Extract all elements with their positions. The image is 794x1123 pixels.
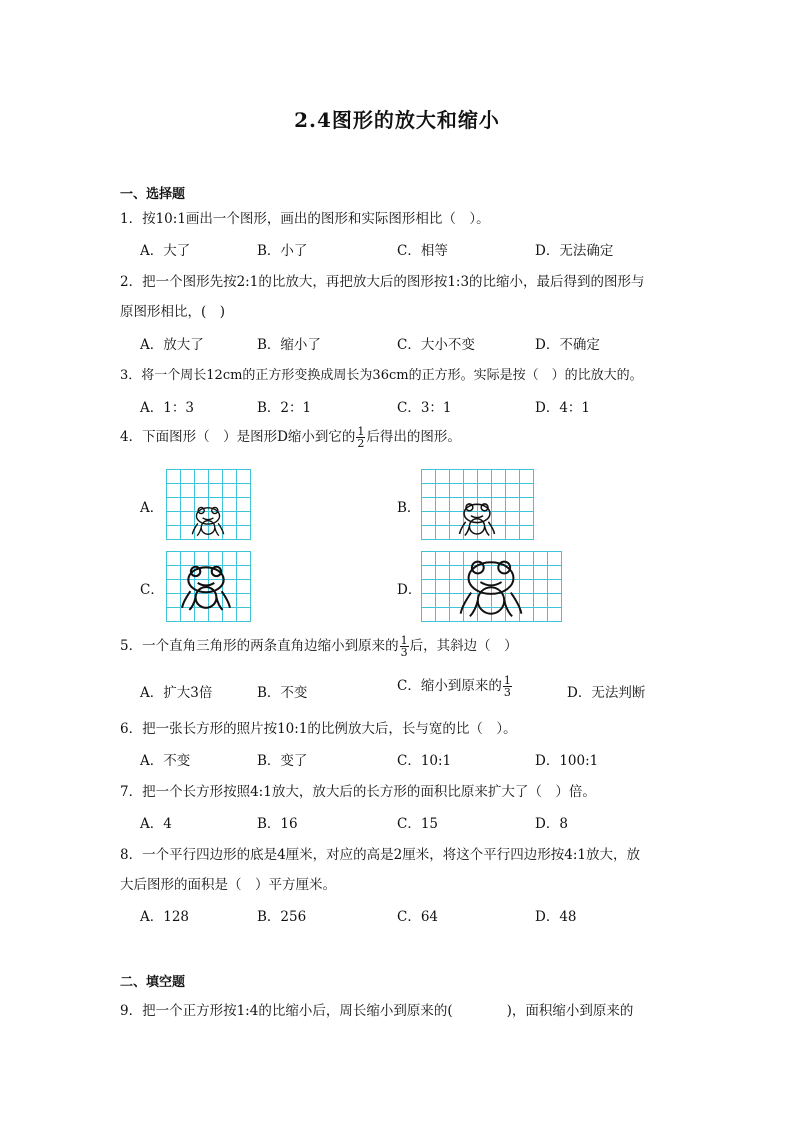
q4-option-a: A． (140, 500, 164, 516)
section-heading-choice: 一、选择题 (120, 187, 186, 202)
question-6: 6．把一张长方形的照片按10:1的比例放大后，长与宽的比（ ）。 (120, 721, 517, 737)
fraction-one-third (400, 635, 409, 658)
frog-figure-b (437, 499, 517, 537)
q4-option-b: B． (397, 500, 421, 516)
q1-option-b: B．小了 (257, 243, 308, 259)
question-5-post: 后，其斜边（ ） (409, 638, 518, 654)
fraction-numerator: 1 (400, 634, 408, 647)
q1-option-a: A．大了 (140, 243, 191, 259)
question-5-pre: 5．一个直角三角形的两条直角边缩小到原来的 (120, 638, 399, 654)
grid-figure-a (166, 469, 251, 540)
frog-figure-c (180, 553, 232, 619)
grid-figure-d (421, 551, 562, 622)
q8-option-b: B．256 (257, 909, 307, 925)
fraction-denominator: 3 (400, 646, 408, 659)
q2-option-b: B．缩小了 (257, 337, 321, 353)
fraction-denominator: 3 (503, 686, 511, 699)
question-2-line1: 2．把一个图形先按2:1的比放大，再把放大后的图形按1:3的比缩小，最后得到的图形与 (120, 274, 645, 290)
q6-option-c: C．10:1 (397, 753, 452, 769)
fraction-one-half (356, 426, 365, 449)
question-4-post: 后得出的图形。 (366, 429, 461, 445)
q5-option-c (397, 674, 513, 698)
question-8-line1: 8．一个平行四边形的底是4厘米，对应的高是2厘米，将这个平行四边形按4:1放大，放 (120, 847, 640, 863)
grid-figure-c (166, 551, 251, 622)
q6-option-a: A．不变 (140, 753, 191, 769)
q7-option-b: B．16 (257, 816, 298, 832)
fraction-numerator: 1 (357, 425, 365, 438)
q7-option-a: A．4 (140, 816, 172, 832)
frog-figure-d (437, 553, 545, 619)
section-heading-fill: 二、填空题 (120, 975, 186, 990)
question-4 (120, 425, 461, 449)
q5-option-b: B．不变 (257, 685, 308, 701)
question-1: 1．按10:1画出一个图形，画出的图形和实际图形相比（ ）。 (120, 211, 490, 227)
q7-option-d: D．8 (535, 816, 568, 832)
q5-option-d: D．无法判断 (567, 685, 646, 701)
question-8-line2: 大后图形的面积是（ ）平方厘米。 (120, 877, 336, 893)
q1-option-c: C．相等 (397, 243, 448, 259)
frog-figure-a (182, 503, 234, 537)
page-title: 2.4图形的放大和缩小 (294, 108, 500, 132)
question-9: 9．把一个正方形按1:4的比缩小后，周长缩小到原来的( )，面积缩小到原来的 (120, 1003, 634, 1019)
q8-option-a: A．128 (140, 909, 190, 925)
question-7: 7．把一个长方形按照4:1放大，放大后的长方形的面积比原来扩大了（ ）倍。 (120, 784, 596, 800)
q2-option-a: A．放大了 (140, 337, 204, 353)
q3-option-c: C．3：1 (397, 400, 452, 416)
q7-option-c: C．15 (397, 816, 439, 832)
q4-option-d: D． (397, 582, 422, 598)
question-3: 3．将一个周长12cm的正方形变换成周长为36cm的正方形。实际是按（ ）的比放大的。 (120, 368, 643, 383)
q8-option-d: D．48 (535, 909, 577, 925)
q5-option-a: A．扩大3倍 (140, 685, 213, 701)
q2-option-c: C．大小不变 (397, 337, 475, 353)
q5-option-c-text: C．缩小到原来的 (397, 678, 502, 694)
q4-option-c: C． (140, 582, 164, 598)
q2-option-d: D．不确定 (535, 337, 600, 353)
question-2-line2: 原图形相比，( ) (120, 304, 226, 320)
fraction-denominator: 2 (357, 437, 365, 450)
q8-option-c: C．64 (397, 909, 439, 925)
fraction-one-third (503, 675, 512, 698)
grid-figure-b (421, 469, 534, 540)
question-4-pre: 4．下面图形（ ）是图形D缩小到它的 (120, 429, 356, 445)
fraction-numerator: 1 (503, 674, 511, 687)
question-5 (120, 634, 518, 658)
q3-option-d: D．4：1 (535, 400, 591, 416)
q6-option-d: D．100:1 (535, 753, 599, 769)
q1-option-d: D．无法确定 (535, 243, 614, 259)
q6-option-b: B．变了 (257, 753, 308, 769)
q3-option-a: A．1：3 (140, 400, 194, 416)
q3-option-b: B．2：1 (257, 400, 312, 416)
